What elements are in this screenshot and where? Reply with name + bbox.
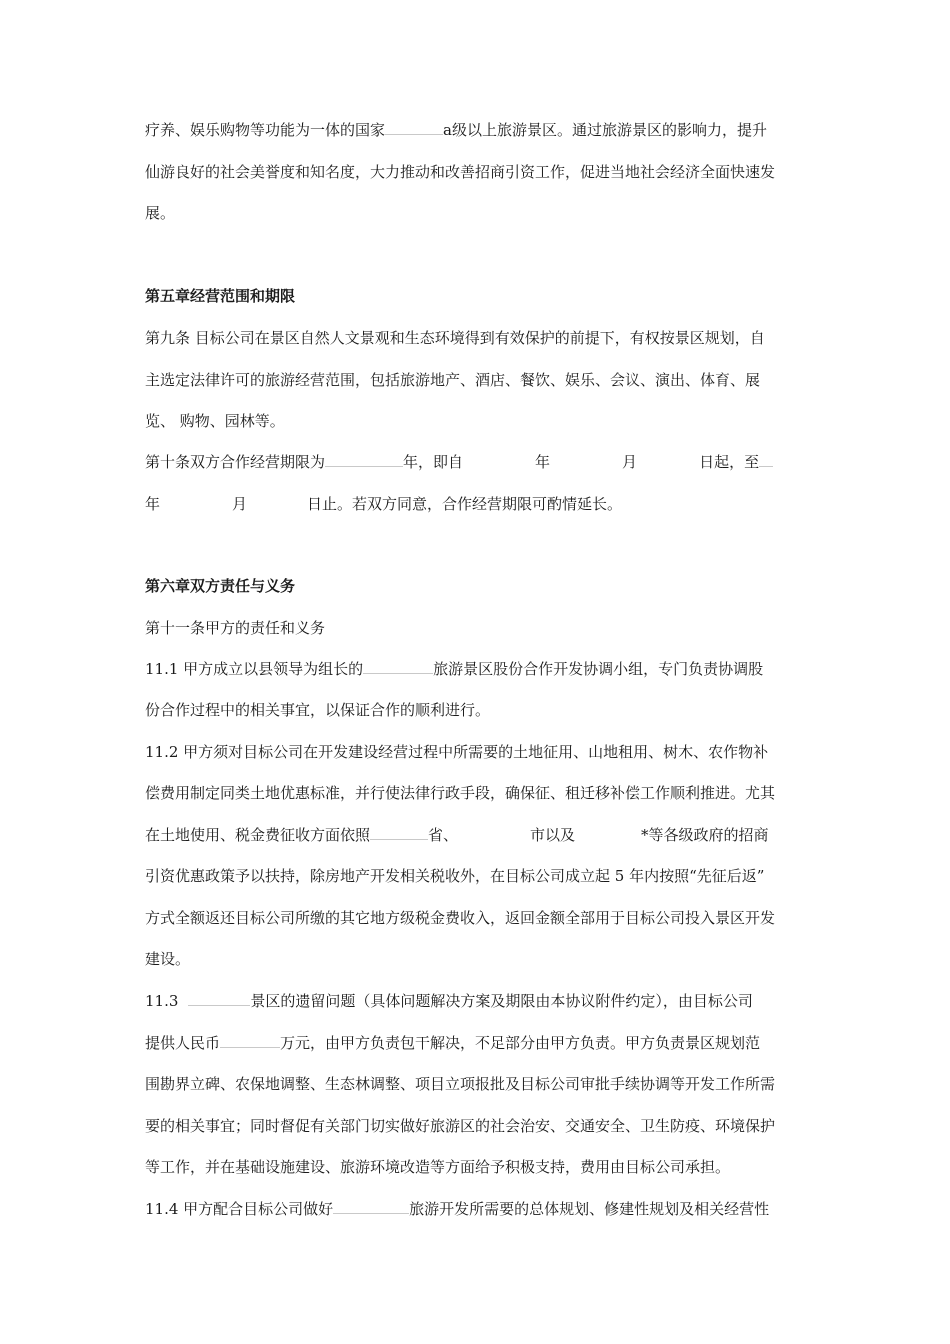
- ch4-line-3: 展。: [145, 204, 176, 222]
- article-9-line-3: 览、 购物、园林等。: [145, 412, 285, 430]
- clause-11-2-line-1: 11.2 甲方须对目标公司在开发建设经营过程中所需要的土地征用、山地租用、树木、农作物补: [145, 743, 769, 761]
- text-segment: 旅游开发所需要的总体规划、修建性规划及相关经营性: [409, 1200, 770, 1218]
- fill-blank: [188, 991, 250, 1006]
- fill-blank: [333, 1199, 409, 1214]
- clause-11-3-line-2: [145, 1033, 760, 1053]
- ch4-line-2: 仙游良好的社会美誉度和知名度，大力推动和改善招商引资工作，促进当地社会经济全面快速发: [145, 163, 776, 181]
- clause-11-2-line-6: 建设。: [145, 950, 191, 968]
- text-segment: 年，即自: [403, 453, 464, 471]
- fill-blank: [220, 1033, 280, 1048]
- text-segment: 日止。若双方同意，合作经营期限可酌情延长。: [307, 495, 623, 513]
- ch4-line-1: [145, 120, 767, 140]
- fill-blank: [325, 452, 403, 467]
- fill-blank: [363, 659, 433, 674]
- text-segment: 提供人民币: [145, 1034, 221, 1052]
- text-segment: 市以及: [530, 826, 576, 844]
- article-9-line-1: 第九条 目标公司在景区自然人文景观和生态环境得到有效保护的前提下，有权按景区规划，自: [145, 329, 765, 347]
- clause-11-2-line-4: 引资优惠政策予以扶持，除房地产开发相关税收外，在目标公司成立起 5 年内按照“先征后返”: [145, 867, 765, 885]
- clause-11-4-line-1: [145, 1199, 769, 1219]
- text-segment: 在土地使用、税金费征收方面依照: [145, 826, 371, 844]
- text-segment: *等各级政府的招商: [641, 826, 769, 844]
- clause-11-1-line-2: 份合作过程中的相关事宜，以保证合作的顺利进行。: [145, 701, 491, 719]
- text-segment: 11.3: [145, 992, 179, 1010]
- text-segment: 月: [622, 453, 638, 471]
- fill-blank: [370, 825, 428, 840]
- clause-11-3-line-5: 等工作，并在基础设施建设、旅游环境改造等方面给予积极支持，费用由目标公司承担。: [145, 1158, 731, 1176]
- text-segment: 年: [145, 495, 161, 513]
- clause-11-3-line-4: 要的相关事宜；同时督促有关部门切实做好旅游区的社会治安、交通安全、卫生防疫、环境保护: [145, 1117, 776, 1135]
- chapter-5-heading: 第五章经营范围和期限: [145, 287, 296, 305]
- text-segment: 景区的遗留问题（具体问题解决方案及期限由本协议附件约定），由目标公司: [250, 992, 753, 1010]
- text-segment: 第十条双方合作经营期限为: [145, 453, 326, 471]
- clause-11-2-line-2: 偿费用制定同类土地优惠标准，并行使法律行政手段，确保征、租迁移补偿工作顺利推进。尤其: [145, 784, 776, 802]
- text-segment: 旅游景区股份合作开发协调小组，专门负责协调股: [433, 660, 764, 678]
- article-11-title: 第十一条甲方的责任和义务: [145, 619, 326, 637]
- text-segment: 万元，由甲方负责包干解决，不足部分由甲方负责。甲方负责景区规划范: [280, 1034, 761, 1052]
- text-segment: 月: [232, 495, 248, 513]
- clause-11-2-line-5: 方式全额返还目标公司所缴的其它地方级税金费收入，返回金额全部用于目标公司投入景区开发: [145, 909, 776, 927]
- clause-11-3-line-1: [145, 991, 753, 1011]
- text-segment: 11.1 甲方成立以县领导为组长的: [145, 660, 364, 678]
- text-segment: 11.4 甲方配合目标公司做好: [145, 1200, 334, 1218]
- clause-11-3-line-3: 围勘界立碑、农保地调整、生态林调整、项目立项报批及目标公司审批手续协调等开发工作所需: [145, 1075, 776, 1093]
- text-segment: 省、: [428, 826, 459, 844]
- article-10-line-1: [145, 452, 773, 472]
- text-segment: 年: [535, 453, 551, 471]
- chapter-6-heading: 第六章双方责任与义务: [145, 577, 296, 595]
- article-9-line-2: 主选定法律许可的旅游经营范围，包括旅游地产、酒店、餐饮、娱乐、会议、演出、体育、展: [145, 371, 761, 389]
- text-segment: 疗养、娱乐购物等功能为一体的国家: [145, 121, 386, 139]
- text-segment: a级以上旅游景区。通过旅游景区的影响力，提升: [443, 121, 767, 139]
- fill-blank: [385, 120, 443, 135]
- clause-11-2-line-3: [145, 825, 769, 845]
- article-10-line-2: [145, 494, 622, 514]
- clause-11-1-line-1: [145, 659, 763, 679]
- text-segment: 日起，至: [699, 453, 760, 471]
- fill-blank: [759, 452, 773, 467]
